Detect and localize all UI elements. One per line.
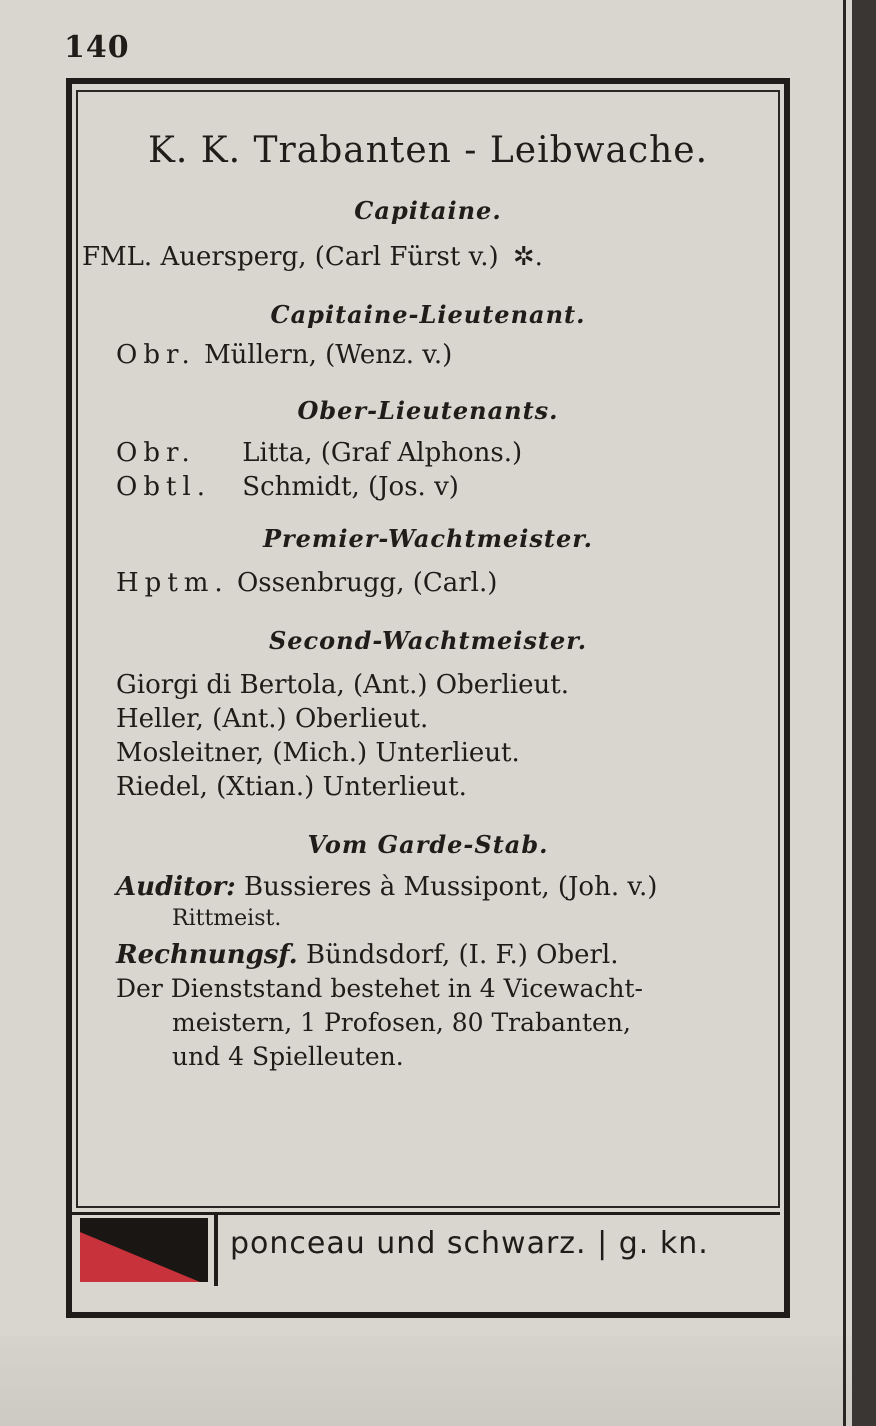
entry-rank: Obr. [116, 340, 196, 370]
uniform-color-swatch-graphic [80, 1218, 208, 1282]
note-line-1: Der Dienststand bestehet in 4 Vicewacht- [116, 974, 643, 1003]
section-heading-second-wachtmeister: Second-Wachtmeister. [268, 626, 588, 655]
entry-second-wachtmeister-1: Giorgi di Bertola, (Ant.) Oberlieut. [116, 670, 570, 700]
section-heading-capitaine: Capitaine. [354, 196, 502, 225]
scan-background-bottom [0, 1336, 876, 1426]
entry-label: Rechnungsf. [116, 940, 298, 970]
order-star-icon: ✲. [512, 242, 543, 272]
uniform-color-swatch [80, 1218, 208, 1282]
entry-text: Bündsdorf, (I. F.) Oberl. [306, 940, 619, 970]
scan-edge-line [843, 0, 846, 1426]
uniform-description: ponceau und schwarz. | g. kn. [230, 1226, 709, 1261]
entry-capitaine [82, 242, 543, 272]
entry-capitaine-lieutenant [116, 340, 452, 370]
entry-label: Auditor: [116, 872, 236, 902]
uniform-strip-rule [66, 1212, 780, 1215]
section-heading-premier-wachtmeister: Premier-Wachtmeister. [262, 524, 594, 553]
entry-second-wachtmeister-4: Riedel, (Xtian.) Unterlieut. [116, 772, 467, 802]
entry-rechnungsfuehrer [116, 940, 619, 970]
uniform-strip-divider [214, 1214, 218, 1286]
note-line-2: meistern, 1 Profosen, 80 Trabanten, [172, 1008, 631, 1037]
page-title: K. K. Trabanten - Leibwache. [147, 130, 709, 171]
section-heading-ober-lieutenants: Ober-Lieutenants. [297, 396, 559, 425]
section-heading-capitaine-lieutenant: Capitaine-Lieutenant. [270, 300, 586, 329]
entry-name: Müllern, (Wenz. v.) [204, 340, 453, 370]
section-heading-garde-stab: Vom Garde-Stab. [307, 830, 549, 859]
entry-name: Schmidt, (Jos. v) [242, 472, 459, 502]
entry-auditor-continuation: Rittmeist. [172, 906, 282, 931]
entry-name: Auersperg, (Carl Fürst v.) [160, 242, 499, 272]
entry-rank: Hptm. [116, 568, 229, 598]
entry-ober-lieutenant-1 [116, 438, 522, 468]
entry-rank: FML. [82, 242, 153, 272]
note-line-3: und 4 Spielleuten. [172, 1042, 404, 1071]
entry-name: Litta, (Graf Alphons.) [242, 438, 523, 468]
entry-name: Ossenbrugg, (Carl.) [236, 568, 498, 598]
entry-text: Bussieres à Mussipont, (Joh. v.) [244, 872, 658, 902]
entry-premier-wachtmeister [116, 568, 497, 598]
entry-rank: Obtl. [116, 472, 211, 502]
page-number: 140 [64, 30, 130, 65]
entry-second-wachtmeister-3: Mosleitner, (Mich.) Unterlieut. [116, 738, 520, 768]
entry-second-wachtmeister-2: Heller, (Ant.) Oberlieut. [116, 704, 429, 734]
entry-ober-lieutenant-2 [116, 472, 459, 502]
entry-rank: Obr. [116, 438, 196, 468]
scan-edge-right [852, 0, 876, 1426]
entry-auditor [116, 872, 657, 902]
